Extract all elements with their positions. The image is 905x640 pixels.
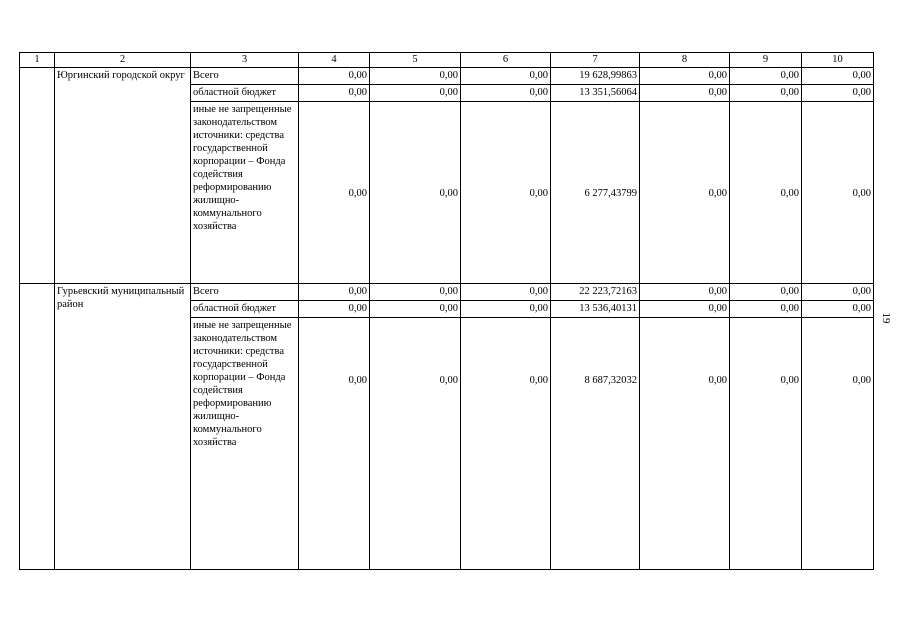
value-cell: 0,00 bbox=[730, 283, 802, 300]
value-cell: 22 223,72163 bbox=[551, 283, 640, 300]
value-cell: 13 536,40131 bbox=[551, 300, 640, 317]
funding-source-label: областной бюджет bbox=[191, 300, 299, 317]
value-cell: 0,00 bbox=[461, 300, 551, 317]
value-cell: 0,00 bbox=[299, 102, 370, 284]
value-cell: 0,00 bbox=[370, 85, 461, 102]
value-cell: 0,00 bbox=[730, 85, 802, 102]
value-cell: 0,00 bbox=[461, 85, 551, 102]
value-cell: 0,00 bbox=[640, 300, 730, 317]
value-cell: 0,00 bbox=[640, 102, 730, 284]
value-cell: 0,00 bbox=[730, 317, 802, 569]
value-cell: 0,00 bbox=[730, 300, 802, 317]
value-cell: 0,00 bbox=[802, 102, 874, 284]
value-cell: 0,00 bbox=[461, 102, 551, 284]
table-row bbox=[20, 283, 874, 300]
column-header: 2 bbox=[55, 53, 191, 68]
value-cell: 0,00 bbox=[370, 317, 461, 569]
column-header: 7 bbox=[551, 53, 640, 68]
value-cell: 0,00 bbox=[299, 283, 370, 300]
value-cell: 8 687,32032 bbox=[551, 317, 640, 569]
value-cell: 0,00 bbox=[802, 283, 874, 300]
value-cell: 0,00 bbox=[370, 283, 461, 300]
row-index-cell bbox=[20, 283, 55, 569]
funding-source-label: иные не запрещенные законодательством источники: средства государственной корпорации – Фонда содействия реформированию жилищно-коммунального хозяйства bbox=[191, 317, 299, 569]
value-cell: 19 628,99863 bbox=[551, 68, 640, 85]
column-header: 4 bbox=[299, 53, 370, 68]
column-header: 9 bbox=[730, 53, 802, 68]
value-cell: 0,00 bbox=[461, 317, 551, 569]
page-number: 19 bbox=[880, 312, 892, 324]
value-cell: 13 351,56064 bbox=[551, 85, 640, 102]
value-cell: 0,00 bbox=[730, 68, 802, 85]
value-cell: 0,00 bbox=[299, 68, 370, 85]
table-row bbox=[20, 68, 874, 85]
column-header: 8 bbox=[640, 53, 730, 68]
municipality-name: Гурьевский муниципальный район bbox=[55, 283, 191, 569]
value-cell: 0,00 bbox=[802, 68, 874, 85]
value-cell: 0,00 bbox=[640, 283, 730, 300]
column-header: 10 bbox=[802, 53, 874, 68]
budget-table bbox=[19, 52, 874, 570]
value-cell: 0,00 bbox=[299, 317, 370, 569]
column-number-row bbox=[20, 53, 874, 68]
municipality-name: Юргинский городской округ bbox=[55, 68, 191, 284]
row-index-cell bbox=[20, 68, 55, 284]
value-cell: 6 277,43799 bbox=[551, 102, 640, 284]
value-cell: 0,00 bbox=[299, 300, 370, 317]
value-cell: 0,00 bbox=[370, 102, 461, 284]
value-cell: 0,00 bbox=[461, 68, 551, 85]
value-cell: 0,00 bbox=[370, 68, 461, 85]
value-cell: 0,00 bbox=[640, 68, 730, 85]
value-cell: 0,00 bbox=[802, 300, 874, 317]
column-header: 1 bbox=[20, 53, 55, 68]
value-cell: 0,00 bbox=[461, 283, 551, 300]
funding-source-label: Всего bbox=[191, 283, 299, 300]
value-cell: 0,00 bbox=[802, 317, 874, 569]
column-header: 6 bbox=[461, 53, 551, 68]
value-cell: 0,00 bbox=[299, 85, 370, 102]
funding-source-label: иные не запрещенные законодательством источники: средства государственной корпорации – Фонда содействия реформированию жилищно-коммунального хозяйства bbox=[191, 102, 299, 284]
funding-source-label: областной бюджет bbox=[191, 85, 299, 102]
column-header: 3 bbox=[191, 53, 299, 68]
column-header: 5 bbox=[370, 53, 461, 68]
value-cell: 0,00 bbox=[370, 300, 461, 317]
value-cell: 0,00 bbox=[640, 85, 730, 102]
funding-source-label: Всего bbox=[191, 68, 299, 85]
value-cell: 0,00 bbox=[730, 102, 802, 284]
value-cell: 0,00 bbox=[802, 85, 874, 102]
value-cell: 0,00 bbox=[640, 317, 730, 569]
